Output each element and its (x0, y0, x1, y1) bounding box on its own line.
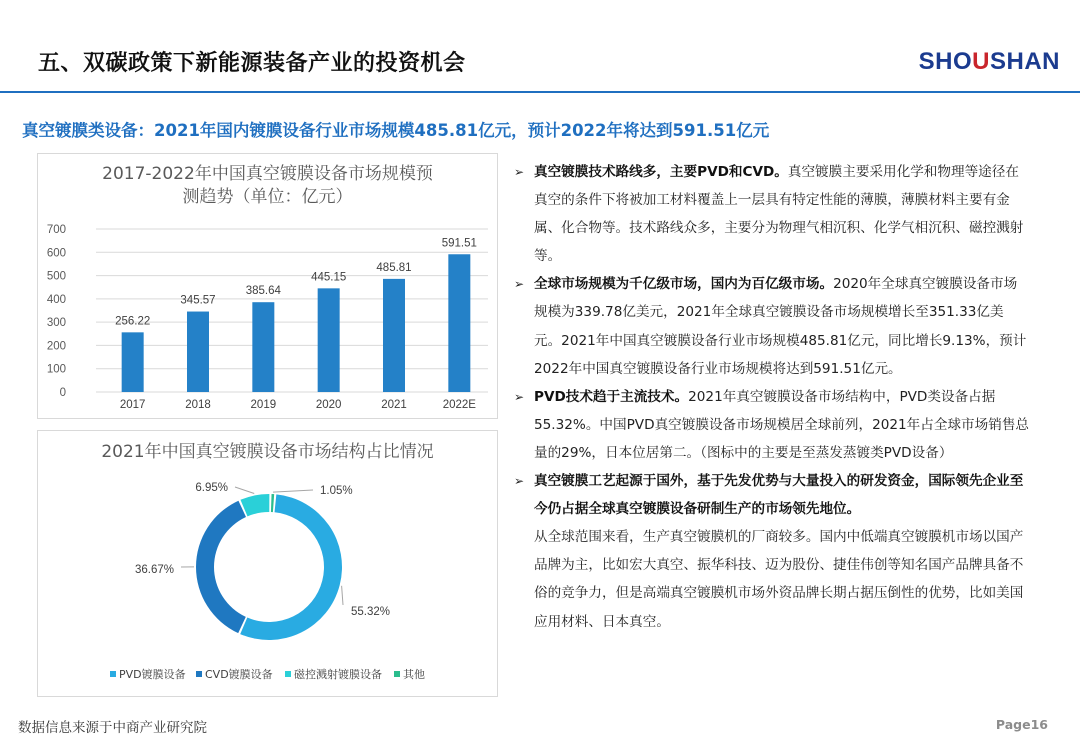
title-divider (0, 91, 1080, 93)
leader-line (273, 490, 313, 492)
bar (122, 332, 144, 392)
market-size-bar-chart (37, 153, 498, 419)
donut-chart-title: 2021年中国真空镀膜设备市场结构占比情况 (101, 442, 434, 462)
logo-text-b: SHAN (989, 48, 1060, 75)
market-structure-donut-chart (37, 430, 498, 697)
data-source-note: 数据信息来源于中商产业研究院 (18, 720, 207, 736)
bullet-body: 2020年全球真空镀膜设备市场规模为339.78亿美元，2021年全球真空镀膜设备市场规模增长至351.33亿美元。2021年中国真空镀膜设备行业市场规模485.81亿元，同比增长9.13%，预计2022年中国真空镀膜设备行业市场规模将达到591.51亿元。 (534, 276, 1027, 377)
legend-swatch (394, 671, 400, 677)
y-tick-label: 0 (59, 387, 66, 399)
slice-value-label: 6.95% (195, 482, 228, 494)
bullet-body: 2021年真空镀膜设备市场结构中，PVD类设备占据55.32%。中国PVD真空镀膜设备市场规模居全球前列，2021年占全球市场销售总量的29%，日本位居第二。（图标中的主要是至蒸发蒸镀类PVD设备） (534, 388, 1030, 461)
slice-value-label: 1.05% (320, 485, 353, 497)
logo-mark: U (972, 48, 990, 75)
bar-value-label: 591.51 (441, 237, 477, 250)
company-logo (919, 48, 1060, 76)
bullet-item-4 (514, 467, 1029, 636)
donut-slice (196, 501, 246, 633)
bullet-item-2 (514, 270, 1029, 382)
legend-swatch (285, 671, 291, 677)
bullet-lead: 全球市场规模为千亿级市场，国内为百亿级市场。 (534, 276, 834, 293)
y-tick-label: 100 (46, 363, 66, 376)
legend-label: CVD镀膜设备 (205, 668, 273, 681)
donut-slice (240, 494, 269, 516)
bullet-list (514, 158, 1029, 636)
bar (252, 302, 274, 392)
arrow-bullet-icon: ➢ (514, 165, 525, 179)
bar-chart-plot (38, 154, 497, 418)
bullet-lead: PVD技术趋于主流技术。 (534, 388, 689, 405)
bar-value-label: 445.15 (311, 271, 347, 284)
leader-line (342, 586, 343, 605)
bar (383, 279, 405, 392)
arrow-bullet-icon: ➢ (514, 474, 525, 489)
arrow-bullet-icon: ➢ (514, 389, 525, 404)
slice-value-label: 36.67% (134, 564, 174, 576)
bar (448, 254, 470, 392)
bullet-lead: 真空镀膜技术路线多，主要PVD和CVD。 (534, 164, 788, 180)
donut-slice (271, 494, 274, 512)
legend-swatch (196, 671, 202, 677)
legend-label: 其他 (403, 668, 425, 681)
y-tick-label: 700 (46, 224, 66, 236)
legend-label: 磁控溅射镀膜设备 (294, 668, 382, 681)
leader-line (235, 487, 254, 493)
x-tick-label: 2018 (185, 399, 211, 411)
y-tick-label: 200 (46, 340, 66, 353)
y-tick-label: 400 (46, 293, 66, 306)
x-tick-label: 2021 (381, 399, 407, 411)
bar (187, 312, 209, 392)
bullet-body: 真空镀膜主要采用化学和物理等途径在真空的条件下将被加工材料覆盖上一层具有特定性能的薄膜，薄膜材料主要有金属、化合物等。技术路线众多，主要分为物理气相沉积、化学气相沉积、磁控溅射等。 (534, 164, 1024, 265)
bullet-item-3 (514, 383, 1029, 467)
bar (318, 288, 340, 392)
legend-swatch (110, 671, 116, 677)
bullet-item-1 (514, 158, 1029, 270)
donut-chart-plot (38, 431, 497, 696)
bar-chart-title-line2: 测趋势（单位：亿元） (182, 187, 353, 207)
slice-value-label: 55.32% (351, 606, 391, 618)
x-tick-label: 2020 (315, 399, 342, 411)
donut-slice (240, 494, 342, 640)
slide-title: 五、双碳政策下新能源装备产业的投资机会 (38, 51, 466, 76)
logo-text-a: SHO (918, 48, 973, 75)
page-number: Page16 (995, 717, 1048, 732)
bullet-body: 从全球范围来看，生产真空镀膜机的厂商较多。国内中低端真空镀膜机市场以国产品牌为主，比如宏大真空、振华科技、迈为股份、捷佳伟创等知名国产品牌具备不俗的竞争力，但是高端真空镀膜机市场外资品牌长期占据压倒性的优势，比如美国应用材料、日本真空。 (534, 529, 1024, 630)
bullet-lead: 真空镀膜工艺起源于国外，基于先发优势与大量投入的研发资金，国际领先企业至今仍占据全球真空镀膜设备研制生产的市场领先地位。 (534, 473, 1024, 518)
y-tick-label: 300 (46, 317, 66, 330)
section-subheading: 真空镀膜类设备：2021年国内镀膜设备行业市场规模485.81亿元，预计2022年将达到591.51亿元 (22, 121, 770, 140)
bar-value-label: 256.22 (115, 315, 151, 328)
legend-label: PVD镀膜设备 (119, 668, 186, 681)
x-tick-label: 2022E (442, 399, 476, 411)
x-tick-label: 2019 (250, 399, 277, 411)
bar-value-label: 345.57 (180, 294, 216, 307)
y-tick-label: 600 (46, 247, 66, 260)
x-tick-label: 2017 (119, 399, 146, 411)
arrow-bullet-icon: ➢ (514, 277, 525, 292)
bar-value-label: 485.81 (376, 261, 412, 274)
bar-value-label: 385.64 (245, 285, 281, 298)
y-tick-label: 500 (46, 270, 66, 283)
bar-chart-title-line1: 2017-2022年中国真空镀膜设备市场规模预 (102, 164, 433, 184)
